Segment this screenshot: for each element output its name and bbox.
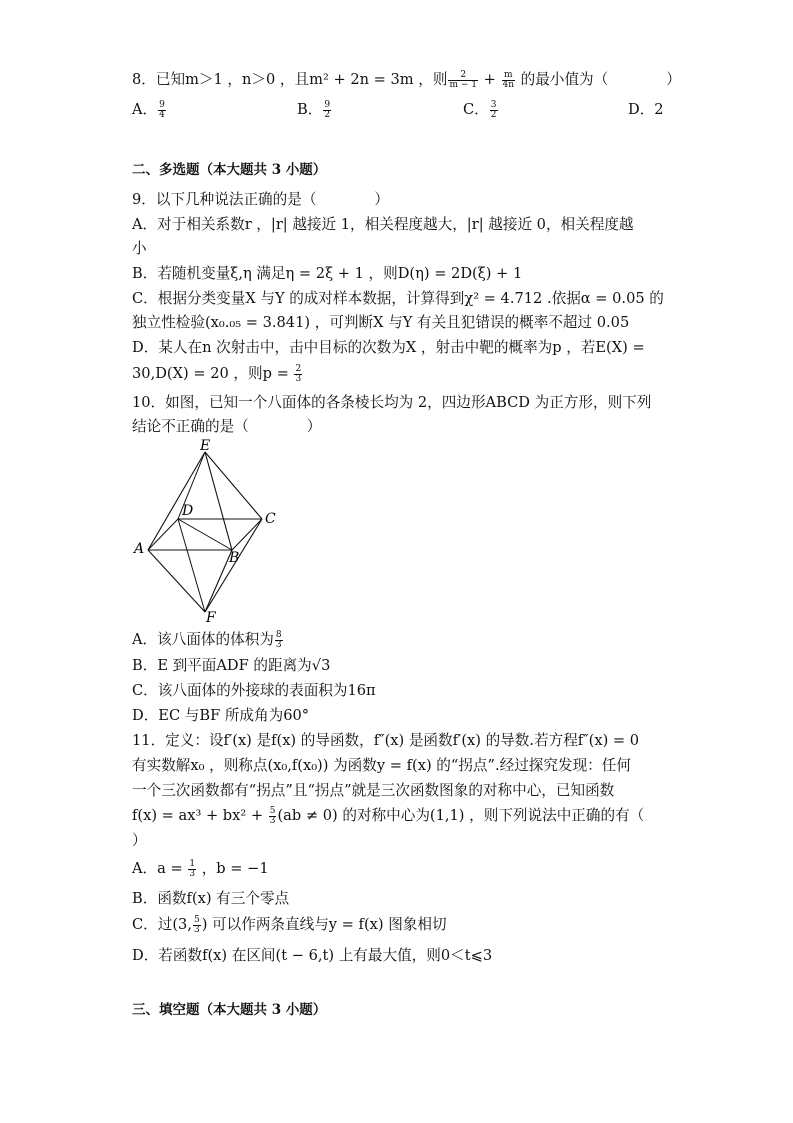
edge-bc	[232, 519, 262, 550]
q11-option-d: D．若函数f(x) 在区间(t − 6,t) 上有最大值，则0＜t⩽3	[132, 947, 493, 964]
q10-stem-cont: 结论不正确的是（ ）	[132, 418, 322, 435]
q9-option-a: A．对于相关系数r ，|r| 越接近 1，相关程度越大，|r| 越接近 0，相关程度越	[132, 216, 634, 233]
vertex-label-a: A	[134, 541, 145, 557]
section-heading-multiple-choice: 二、多选题（本大题共 3 小题）	[132, 162, 327, 178]
q10-option-b: B．E 到平面ADF 的距离为√3	[132, 657, 331, 674]
q11-stem-line-2: 有实数解x₀ ，则称点(x₀,f(x₀)) 为函数y = f(x) 的“拐点”.经过探究发现：任何	[132, 757, 631, 774]
q11-option-a: A．a = $\frac{1}{3}$ ，b = −1	[132, 858, 269, 879]
vertex-label-e: E	[200, 438, 211, 454]
q10-option-d: D．EC 与BF 所成角为60°	[132, 707, 310, 724]
q9-stem: 9．以下几种说法正确的是（ ）	[132, 191, 390, 208]
octahedron-figure	[134, 438, 290, 626]
q11-stem-line-4: f(x) = ax³ + bx² + $\frac{5}{3}$ (ab ≠ 0) 的对称中心为(1,1) ，则下列说法中正确的有（	[132, 805, 645, 826]
q10-stem: 10．如图，已知一个八面体的各条棱长均为 2，四边形ABCD 为正方形，则下列	[132, 394, 652, 411]
vertex-label-d: D	[182, 503, 194, 519]
edge-fb	[205, 550, 232, 612]
q10-option-c: C．该八面体的外接球的表面积为16π	[132, 682, 376, 699]
q11-stem-line-5: ）	[132, 832, 147, 849]
vertex-label-b: B	[229, 550, 240, 566]
q9-option-a-cont: 小	[132, 240, 147, 257]
q8-option-c: C． $\frac{3}{2}$	[463, 99, 497, 120]
q8-stem: 8．已知m＞1 ，n＞0 ，且m² + 2n = 3m ，则 $\frac{2}{m - 1}$ + $\frac{m}{4n}$ 的最小值为（ ）	[132, 69, 681, 90]
q9-option-c-cont: 独立性检验(x₀.₀₅ = 3.841) ，可判断X 与Y 有关且犯错误的概率不超过 0.05	[132, 314, 630, 331]
q11-stem-line-3: 一个三次函数都有“拐点”且“拐点”就是三次函数图象的对称中心，已知函数	[132, 782, 615, 799]
q8-frac1: $\frac{2}{m - 1}$	[449, 69, 477, 90]
q11-option-b: B．函数f(x) 有三个零点	[132, 890, 290, 907]
q11-option-c: C．过(3, $\frac{5}{3}$ ) 可以作两条直线与y = f(x) 图象相切	[132, 914, 447, 935]
q8-option-d: D．2	[628, 101, 664, 118]
q9-option-d-cont: 30,D(X) = 20 ，则p = $\frac{2}{3}$	[132, 363, 302, 384]
q9-option-c: C．根据分类变量X 与Y 的成对样本数据，计算得到χ² = 4.712 .依据α = 0.05 的	[132, 290, 664, 307]
edge-ec	[205, 452, 262, 519]
section-heading-fill-in: 三、填空题（本大题共 3 小题）	[132, 1002, 327, 1018]
q8-frac2: $\frac{m}{4n}$	[502, 69, 515, 90]
q9-option-b: B．若随机变量ξ,η 满足η = 2ξ + 1 ，则D(η) = 2D(ξ) + 1	[132, 265, 523, 282]
q10-option-a: A．该八面体的体积为 $\frac{8}{3}$	[132, 629, 282, 650]
q8-option-a: A． $\frac{9}{4}$	[132, 99, 165, 120]
edge-ea	[148, 452, 205, 550]
vertex-label-c: C	[265, 511, 276, 527]
q11-stem-line-1: 11．定义：设f′(x) 是f(x) 的导函数，f″(x) 是函数f′(x) 的导数.若方程f″(x) = 0	[132, 732, 640, 749]
q8-option-b: B． $\frac{9}{2}$	[297, 99, 331, 120]
vertex-label-f: F	[206, 610, 216, 626]
edge-eb	[205, 452, 232, 550]
q9-option-d: D．某人在n 次射击中，击中目标的次数为X ，射击中靶的概率为p ，若E(X) =	[132, 339, 645, 356]
